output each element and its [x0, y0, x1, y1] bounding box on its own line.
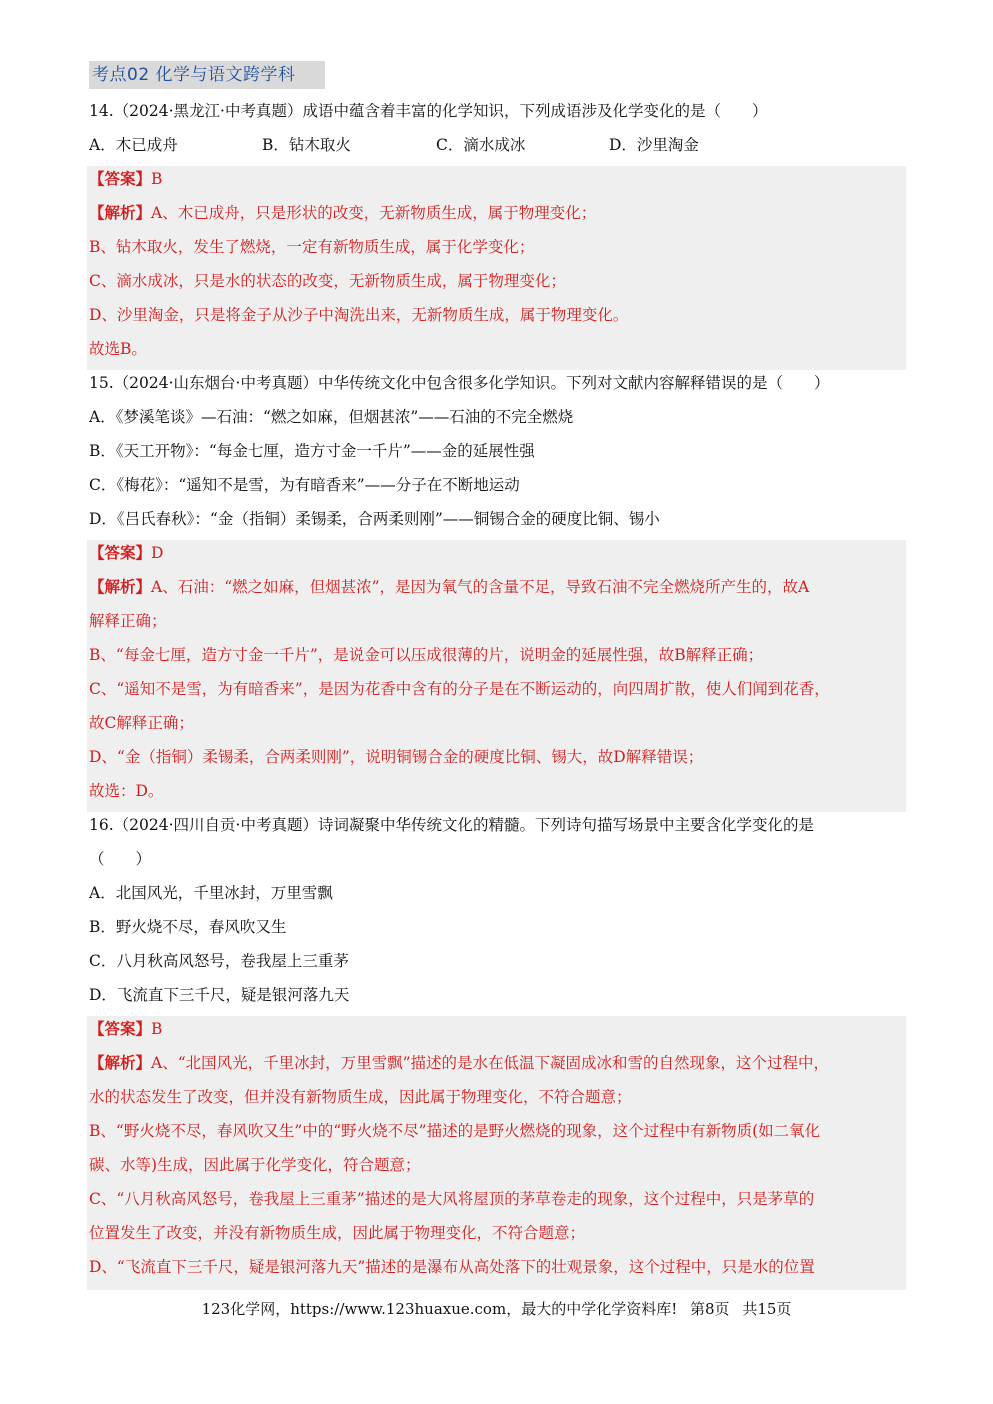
- question-15-option-c: C．《梅花》：“遥知不是雪，为有暗香来”——分子在不断地运动: [89, 476, 520, 494]
- analysis-15-line: 故选：D。: [89, 782, 164, 800]
- analysis-14-line: D、沙里淘金，只是将金子从沙子中淘洗出来，无新物质生成，属于物理变化。: [89, 306, 629, 324]
- question-15-stem: 15.（2024·山东烟台·中考真题）中华传统文化中包含很多化学知识。下列对文献内容解释错误的是（ ）: [89, 374, 830, 392]
- option-a: A．木已成舟: [89, 136, 178, 154]
- analysis-15-line: D、“金（指铜）柔锡柔，合两柔则刚”，说明铜锡合金的硬度比铜、锡大，故D解释错误；: [89, 748, 704, 766]
- analysis-14-line: 【解析】A、木已成舟，只是形状的改变，无新物质生成，属于物理变化；: [89, 203, 597, 222]
- question-15-option-a: A．《梦溪笔谈》—石油：“燃之如麻，但烟甚浓”——石油的不完全燃烧: [89, 408, 574, 426]
- analysis-14-line: 故选B。: [89, 340, 147, 358]
- option-b: B．钻木取火: [262, 136, 351, 154]
- analysis-15-line: 解释正确；: [89, 612, 167, 630]
- question-16-option-a: A．北国风光，千里冰封，万里雪飘: [89, 884, 333, 902]
- analysis-15-line: 【解析】A、石油：“燃之如麻，但烟甚浓”，是因为氧气的含量不足，导致石油不完全燃烧所产生的，故A: [89, 577, 810, 596]
- analysis-14-line: C、滴水成冰，只是水的状态的改变，无新物质生成，属于物理变化；: [89, 272, 566, 290]
- analysis-16-line: 水的状态发生了改变，但并没有新物质生成，因此属于物理变化，不符合题意；: [89, 1088, 632, 1106]
- question-16-stem: 16.（2024·四川自贡·中考真题）诗词凝聚中华传统文化的精髓。下列诗句描写场景中主要含化学变化的是: [89, 816, 814, 834]
- footer-page-total: 共15页: [742, 1300, 792, 1318]
- analysis-15-line: C、“遥知不是雪，为有暗香来”，是因为花香中含有的分子是在不断运动的，向四周扩散，使人们闻到花香，: [89, 680, 830, 698]
- question-15-option-d: D．《吕氏春秋》：“金（指铜）柔锡柔，合两柔则刚”——铜锡合金的硬度比铜、锡小: [89, 510, 660, 528]
- question-15-option-b: B．《天工开物》：“每金七厘，造方寸金一千片”——金的延展性强: [89, 442, 535, 460]
- page-footer: [0, 1294, 993, 1324]
- answer-15: 【答案】D: [89, 543, 164, 562]
- footer-page-number: 第8页: [690, 1300, 730, 1318]
- question-16-option-c: C．八月秋高风怒号，卷我屋上三重茅: [89, 952, 349, 970]
- question-16-option-b: B．野火烧不尽，春风吹又生: [89, 918, 287, 936]
- analysis-16-line: 【解析】A、“北国风光，千里冰封，万里雪飘”描述的是水在低温下凝固成冰和雪的自然现象，这个过程中，: [89, 1053, 830, 1072]
- analysis-14-line: B、钻木取火，发生了燃烧，一定有新物质生成，属于化学变化；: [89, 238, 535, 256]
- question-14-options: [89, 128, 905, 162]
- analysis-16-line: D、“飞流直下三千尺，疑是银河落九天”描述的是瀑布从高处落下的壮观景象，这个过程中，只是水的位置: [89, 1258, 815, 1276]
- section-title: 考点02 化学与语文跨学科: [89, 61, 325, 89]
- question-16-stem-cont: （ ）: [89, 850, 152, 868]
- answer-14: 【答案】B: [89, 169, 163, 188]
- analysis-15-line: B、“每金七厘，造方寸金一千片”，是说金可以压成很薄的片，说明金的延展性强，故B解释正确；: [89, 646, 764, 664]
- question-16-option-d: D．飞流直下三千尺，疑是银河落九天: [89, 986, 350, 1004]
- question-14-stem: 14.（2024·黑龙江·中考真题）成语中蕴含着丰富的化学知识，下列成语涉及化学变化的是（ ）: [89, 102, 768, 120]
- answer-16: 【答案】B: [89, 1019, 163, 1038]
- analysis-16-line: 碳、水等)生成，因此属于化学变化，符合题意；: [89, 1156, 421, 1174]
- analysis-15-line: 故C解释正确；: [89, 714, 194, 732]
- analysis-16-line: C、“八月秋高风怒号，卷我屋上三重茅”描述的是大风将屋顶的茅草卷走的现象，这个过程中，只是茅草的: [89, 1190, 815, 1208]
- footer-site-link[interactable]: 123化学网，https://www.123huaxue.com，最大的中学化学资料库!: [201, 1300, 678, 1318]
- analysis-16-line: 位置发生了改变，并没有新物质生成，因此属于物理变化，不符合题意；: [89, 1224, 586, 1242]
- analysis-16-line: B、“野火烧不尽，春风吹又生”中的“野火烧不尽”描述的是野火燃烧的现象，这个过程中有新物质(如二氧化: [89, 1122, 821, 1140]
- option-c: C．滴水成冰: [436, 136, 526, 154]
- option-d: D．沙里淘金: [609, 136, 699, 154]
